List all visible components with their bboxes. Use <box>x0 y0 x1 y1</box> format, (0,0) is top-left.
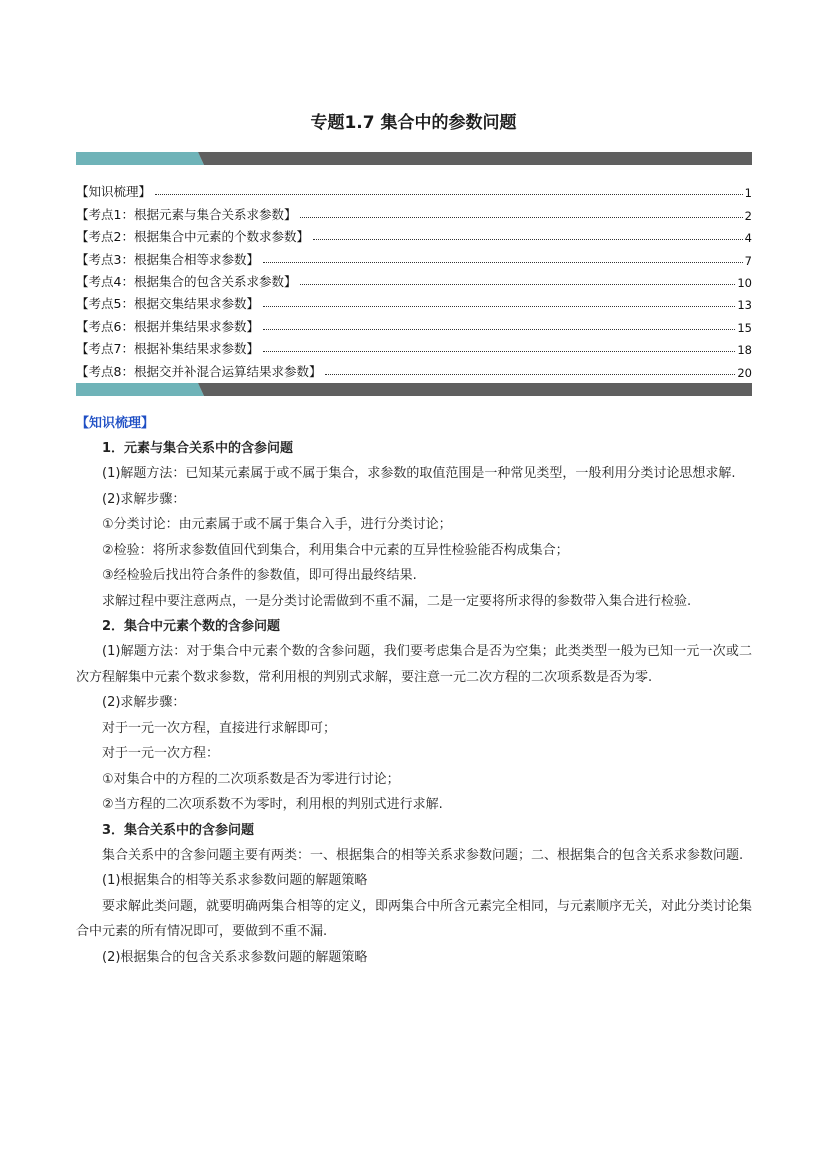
paragraph: ①对集合中的方程的二次项系数是否为零进行讨论； <box>102 771 400 787</box>
toc-entry[interactable]: 【考点5：根据交集结果求参数】 13 <box>76 296 752 313</box>
toc-divider-band <box>76 383 752 396</box>
toc-entry[interactable]: 【考点6：根据并集结果求参数】 15 <box>76 318 752 335</box>
paragraph: (1)解题方法：对于集合中元素个数的含参问题，我们要考虑集合是否为空集；此类类型一般为已知一元一次或二次方程解集中元素个数求参数，常利用根的判别式求解，要注意一元二次方程的二次项系数是否为零. <box>76 644 752 685</box>
paragraph: 对于一元一次方程： <box>102 746 220 761</box>
paragraph: (1)解题方法：已知某元素属于或不属于集合，求参数的取值范围是一种常见类型，一般利用分类讨论思想求解. <box>102 466 736 481</box>
paragraph: 要求解此类问题，就要明确两集合相等的定义，即两集合中所含元素完全相同，与元素顺序无关，对此分类讨论集合中元素的所有情况即可，要做到不重不漏. <box>76 898 753 939</box>
toc-entry[interactable]: 【考点1：根据元素与集合关系求参数】 2 <box>76 206 752 223</box>
header-divider-band <box>76 152 752 165</box>
toc-entry[interactable]: 【考点2：根据集合中元素的个数求参数】 4 <box>76 229 752 246</box>
paragraph: ③经检验后找出符合条件的参数值，即可得出最终结果. <box>102 568 417 583</box>
body-content <box>76 412 752 970</box>
section-heading: 2．集合中元素个数的含参问题 <box>102 619 281 634</box>
paragraph: (1)根据集合的相等关系求参数问题的解题策略 <box>102 873 368 888</box>
paragraph: 对于一元一次方程，直接进行求解即可； <box>102 720 337 736</box>
paragraph: ②当方程的二次项系数不为零时，利用根的判别式进行求解. <box>102 797 443 812</box>
paragraph: (2)求解步骤： <box>102 491 186 507</box>
paragraph: (2)求解步骤： <box>102 695 186 710</box>
page-title: 专题1.7 集合中的参数问题 <box>310 113 517 133</box>
toc-entry[interactable]: 【考点4：根据集合的包含关系求参数】 10 <box>76 273 752 290</box>
paragraph: (2)根据集合的包含关系求参数问题的解题策略 <box>102 949 368 965</box>
toc-entry[interactable]: 【考点7：根据补集结果求参数】 18 <box>76 341 752 358</box>
paragraph: 求解过程中要注意两点，一是分类讨论需做到不重不漏，二是一定要将所求得的参数带入集合进行检验. <box>102 593 692 609</box>
section-tag: 【知识梳理】 <box>76 416 155 431</box>
toc-entry[interactable]: 【考点8：根据交并补混合运算结果求参数】 20 <box>76 363 752 380</box>
paragraph: ①分类讨论：由元素属于或不属于集合入手，进行分类讨论； <box>102 517 452 532</box>
paragraph: 集合关系中的含参问题主要有两类：一、根据集合的相等关系求参数问题；二、根据集合的包含关系求参数问题. <box>102 847 744 863</box>
section-heading: 1．元素与集合关系中的含参问题 <box>102 441 294 456</box>
table-of-contents <box>76 178 752 380</box>
toc-entry[interactable]: 【知识梳理】 1 <box>76 184 752 201</box>
section-heading: 3．集合关系中的含参问题 <box>102 822 255 838</box>
paragraph: ②检验：将所求参数值回代到集合，利用集合中元素的互异性检验能否构成集合； <box>102 542 569 558</box>
toc-entry[interactable]: 【考点3：根据集合相等求参数】 7 <box>76 251 752 268</box>
